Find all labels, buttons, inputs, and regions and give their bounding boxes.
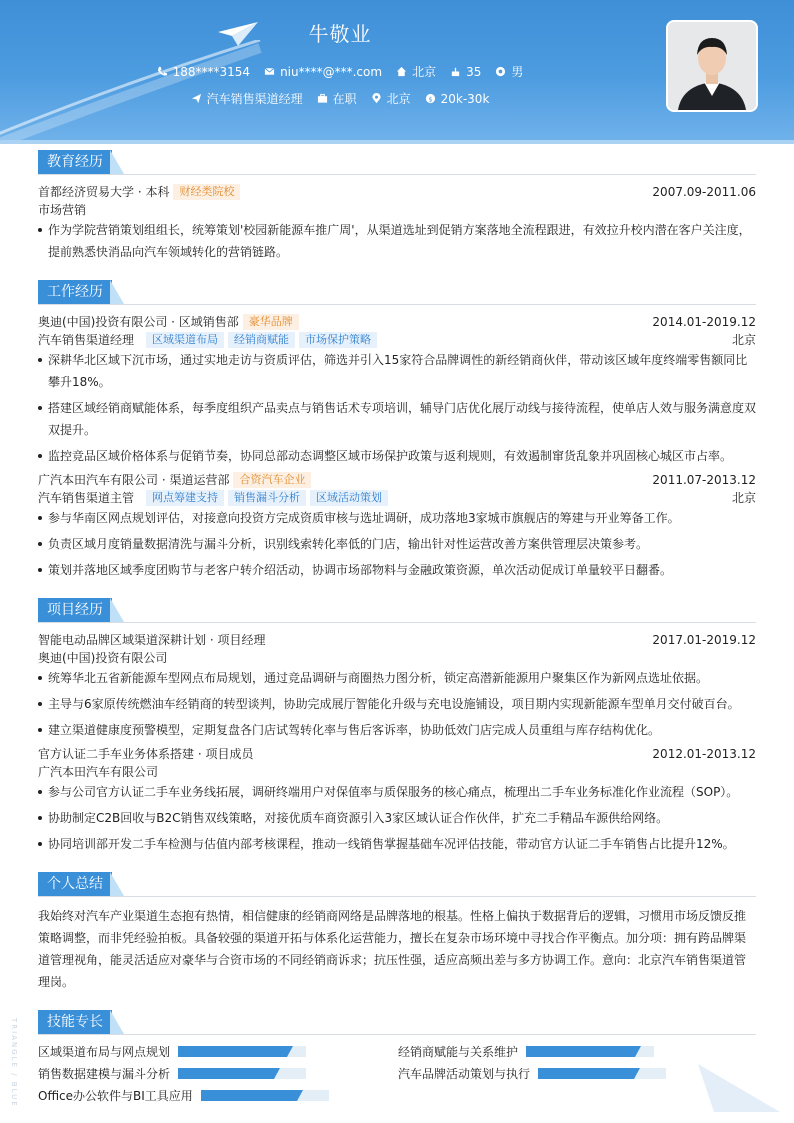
skill-tag: 市场保护策略 [299,332,377,348]
education-section [38,150,756,267]
skill-item [398,1043,654,1060]
project-section [38,598,756,859]
skill-bar [538,1068,666,1079]
list-item: 作为学院营销策划组组长，统筹策划'校园新能源车推广周'，从渠道选址到促销方案落地全流程跟进，有效拉升校内潜在客户关注度，提前熟悉快消品向汽车领域转化的营销链路。 [38,219,756,263]
phone-text: 188****3154 [172,64,251,79]
email-text: niu****@***.com [280,64,383,79]
project-bullets [38,667,756,741]
triangle-decoration [694,1060,784,1112]
section-title-tail [110,280,124,304]
job-title: 汽车销售渠道主管 [38,491,135,505]
skill-name: 汽车品牌活动策划与执行 [398,1067,531,1081]
skill-bar-fill [178,1068,274,1079]
work-bullets [38,349,756,467]
section-header [38,150,756,175]
cake-icon [450,66,461,77]
list-item: 协同培训部开发二手车检测与估值内部考核课程，推动一线销售掌握基础车况评估技能，带动官方认证二手车销售占比提升12%。 [38,833,756,855]
position-row [38,489,756,507]
gender-item [495,63,523,80]
svg-text:$: $ [428,95,433,104]
list-item: 策划并落地区域季度团购节与老客户转介绍活动，协调市场部物料与金融政策资源，单次活动促成订单量较平日翻番。 [38,559,756,581]
company-name: 奥迪(中国)投资有限公司 · 区域销售部 [38,315,239,329]
project-entry [38,631,756,741]
salary-text: 20k-30k [440,91,490,106]
skill-name: Office办公软件与BI工具应用 [38,1089,193,1103]
phone-item [157,63,250,80]
project-header-row [38,745,756,763]
skill-name: 经销商赋能与关系维护 [398,1045,519,1059]
work-section [38,280,756,585]
section-title-tail [110,150,124,174]
company-row [38,471,756,489]
work-entry [38,313,756,467]
project-entry [38,745,756,855]
section-title-tail [110,872,124,896]
gender-icon [495,66,506,77]
work-city: 北京 [731,333,756,347]
age-text: 35 [466,64,482,79]
job-title: 汽车销售渠道经理 [38,333,135,347]
project-header-row [38,631,756,649]
education-bullets [38,219,756,263]
work-date: 2011.07-2013.12 [652,473,756,487]
section-header [38,872,756,897]
skill-tag: 经销商赋能 [228,332,295,348]
phone-icon [157,66,168,77]
skill-bar [178,1046,306,1057]
email-item [264,63,382,80]
skill-bar-fill [526,1046,635,1057]
major: 市场营销 [38,203,87,217]
section-header [38,598,756,623]
resume-header [0,0,794,140]
project-bullets [38,781,756,855]
work-city: 北京 [731,491,756,505]
skill-bar [201,1090,329,1101]
work-date: 2014.01-2019.12 [652,315,756,329]
project-date: 2017.01-2019.12 [652,633,756,647]
education-header-row [38,183,756,201]
avatar-portrait [668,22,756,110]
list-item: 主导与6家原传统燃油车经销商的转型谈判，协助完成展厅智能化升级与充电设施铺设，项目期内实现新能源车型单月交付破百台。 [38,693,756,715]
position-row [38,331,756,349]
status-text: 在职 [332,92,357,106]
money-icon [425,93,436,104]
section-title-tail [110,1010,124,1034]
work-bullets [38,507,756,581]
target-position-text: 汽车销售渠道经理 [206,92,303,106]
section-title: 项目经历 [38,598,112,622]
education-date: 2007.09-2011.06 [652,185,756,199]
project-company-row [38,763,756,781]
email-icon [264,66,275,77]
status-item [317,90,357,107]
company-row [38,313,756,331]
map-pin-icon [371,93,382,104]
list-item: 统筹华北五省新能源车型网点布局规划，通过竞品调研与商圈热力图分析，锁定高潜新能源用户聚集区作为新网点选址依据。 [38,667,756,689]
intention-row [0,90,680,107]
summary-text: 我始终对汽车产业渠道生态抱有热情，相信健康的经销商网络是品牌落地的根基。性格上偏执于数据背后的逻辑，习惯用市场反馈反推策略调整，而非凭经验拍板。具备较强的渠道开拓与体系化运营能力，擅长在复杂市场环境中寻找合作平衡点。加分项：拥有跨品牌渠道管理视角，能灵活适应对豪华与合资市场的不同经销商诉求；抗压性强，适应高频出差与多方协调工作。意向：北京汽车销售渠道管理岗。 [38,909,747,989]
watermark: TRIANGLE / BLUE [10,1018,18,1108]
skill-tag: 网点筹建支持 [146,490,224,506]
skill-name: 销售数据建模与漏斗分析 [38,1067,171,1081]
company-tag: 豪华品牌 [243,314,299,330]
skill-bar-fill [538,1068,634,1079]
list-item: 建立渠道健康度预警模型，定期复盘各门店试驾转化率与售后客诉率，协助低效门店完成人员重组与库存结构优化。 [38,719,756,741]
header-divider [0,140,794,144]
target-city-item [371,90,411,107]
skill-bar [526,1046,654,1057]
skills-section [38,1010,756,1110]
list-item: 深耕华北区域下沉市场，通过实地走访与资质评估，筛选并引入15家符合品牌调性的新经销商伙伴，带动该区域年度终端零售额同比攀升18%。 [38,349,756,393]
section-title: 工作经历 [38,280,112,304]
company-name: 广汽本田汽车有限公司 · 渠道运营部 [38,473,230,487]
section-title: 教育经历 [38,150,112,174]
home-icon [396,66,407,77]
avatar [666,20,758,112]
age-item [450,63,481,80]
project-company: 广汽本田汽车有限公司 [38,765,159,779]
target-city-text: 北京 [386,92,411,106]
project-company: 奥迪(中国)投资有限公司 [38,651,168,665]
skill-bar-fill [201,1090,297,1101]
list-item: 参与公司官方认证二手车业务线拓展，调研终端用户对保值率与质保服务的核心痛点，梳理出二手车业务标准化作业流程（SOP）。 [38,781,756,803]
list-item: 协助制定C2B回收与B2C销售双线策略，对接优质车商资源引入3家区域认证合作伙伴，扩充二手精品车源供给网络。 [38,807,756,829]
salary-item [425,90,490,107]
list-item: 监控竞品区域价格体系与促销节奏，协同总部动态调整区域市场保护政策与返利规则，有效遏制窜货乱象并巩固核心城区市占率。 [38,445,756,467]
skill-tag: 销售漏斗分析 [228,490,306,506]
send-icon [191,93,202,104]
school-tag: 财经类院校 [173,184,240,200]
work-entry [38,471,756,581]
target-position-item [191,90,303,107]
section-title: 个人总结 [38,872,112,896]
location-item [396,63,436,80]
list-item: 搭建区域经销商赋能体系，每季度组织产品卖点与销售话术专项培训，辅导门店优化展厅动线与接待流程，使单店人效与服务满意度双双提升。 [38,397,756,441]
major-row [38,201,756,219]
summary-section [38,872,756,993]
skill-bar-fill [178,1046,287,1057]
project-name: 智能电动品牌区域渠道深耕计划 · 项目经理 [38,633,266,647]
skill-item [38,1043,306,1060]
skill-bar [178,1068,306,1079]
location-text: 北京 [412,65,437,79]
project-company-row [38,649,756,667]
contact-row [0,63,680,80]
company-tag: 合资汽车企业 [233,472,311,488]
candidate-name: 牛敬业 [308,22,372,46]
section-header [38,1010,756,1035]
skill-tag: 区域活动策划 [310,490,388,506]
section-header [38,280,756,305]
skill-name: 区域渠道布局与网点规划 [38,1045,171,1059]
skill-item [38,1087,329,1104]
list-item: 负责区域月度销量数据清洗与漏斗分析，识别线索转化率低的门店，输出针对性运营改善方案供管理层决策参考。 [38,533,756,555]
project-name: 官方认证二手车业务体系搭建 · 项目成员 [38,747,254,761]
section-title-tail [110,598,124,622]
gender-text: 男 [511,65,524,79]
section-title: 技能专长 [38,1010,112,1034]
school-name: 首都经济贸易大学 · 本科 [38,185,170,199]
skill-item [38,1065,306,1082]
list-item: 参与华南区网点规划评估，对接意向投资方完成资质审核与选址调研，成功落地3家城市旗舰店的筹建与开业筹备工作。 [38,507,756,529]
skill-tag: 区域渠道布局 [146,332,224,348]
briefcase-icon [317,93,328,104]
project-date: 2012.01-2013.12 [652,747,756,761]
skill-item [398,1065,666,1082]
